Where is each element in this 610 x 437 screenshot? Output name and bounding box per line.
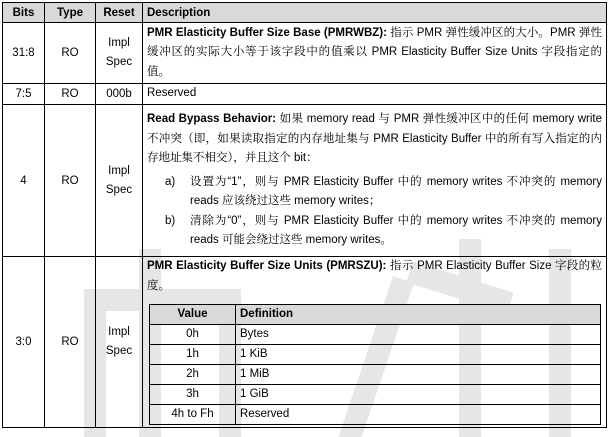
- header-row: [3, 3, 607, 23]
- reset-cell: Impl Spec: [96, 23, 143, 84]
- col-header-reset: Reset: [96, 3, 143, 23]
- description-cell: [143, 257, 607, 428]
- value-cell: 1h: [150, 345, 236, 365]
- col-header-type: Type: [45, 3, 96, 23]
- col-header-bits: Bits: [3, 3, 45, 23]
- field-title: PMR Elasticity Buffer Size Units (PMRSZU):: [147, 260, 387, 272]
- subtable-row: [150, 405, 601, 425]
- bits-cell: 7:5: [3, 84, 45, 105]
- field-title: Read Bypass Behavior:: [147, 113, 277, 126]
- definition-cell: 1 KiB: [236, 345, 601, 365]
- value-cell: 4h to Fh: [150, 405, 236, 425]
- table-row: [3, 23, 607, 84]
- list-item: [147, 173, 602, 212]
- definition-cell: 1 MiB: [236, 365, 601, 385]
- size-units-table: [149, 304, 601, 425]
- value-cell: 0h: [150, 325, 236, 345]
- list-text: 设置为“1”，则与 PMR Elasticity Buffer 中的 memory writes 不冲突的 memory reads 应该绕过这些 memory writes；: [190, 175, 602, 208]
- type-cell: RO: [45, 257, 96, 428]
- type-cell: RO: [45, 23, 96, 84]
- description-cell: [143, 105, 607, 257]
- register-table: [2, 2, 607, 428]
- subtable-row: [150, 345, 601, 365]
- definition-cell: 1 GiB: [236, 385, 601, 405]
- definition-header: Definition: [236, 305, 601, 325]
- definition-cell: Reserved: [236, 405, 601, 425]
- subtable-row: [150, 365, 601, 385]
- table-row: [3, 84, 607, 105]
- field-text: 指示 PMR 弹性缓冲区的大小。PMR 弹性缓冲区的实际大小等于该字段中的值乘以 PMR Elasticity Buffer Size Units 字段指定的值。: [147, 26, 602, 78]
- description-cell: Reserved: [143, 84, 607, 105]
- subtable-row: [150, 385, 601, 405]
- type-cell: RO: [45, 84, 96, 105]
- bits-cell: 31:8: [3, 23, 45, 84]
- value-cell: 2h: [150, 365, 236, 385]
- field-text: 如果 memory read 与 PMR 弹性缓冲区中的任何 memory write 不冲突（即，如果读取指定的内存地址集与 PMR Elasticity Buffer 中的所有写入指定的内存地址集不相交），并且这个 bit：: [147, 113, 602, 165]
- col-header-description: Description: [143, 3, 607, 23]
- list-marker: b): [165, 214, 176, 227]
- description-cell: [143, 23, 607, 84]
- reset-cell: Impl Spec: [96, 105, 143, 257]
- option-list: [147, 173, 602, 251]
- subtable-row: [150, 325, 601, 345]
- field-title: PMR Elasticity Buffer Size Base (PMRWBZ):: [147, 26, 387, 39]
- reset-cell: 000b: [96, 84, 143, 105]
- list-item: [147, 212, 602, 251]
- value-cell: 3h: [150, 385, 236, 405]
- list-text: 清除为“0”，则与 PMR Elasticity Buffer 中的 memory writes 不冲突的 memory reads 可能会绕过这些 memory writes。: [190, 214, 602, 247]
- value-header: Value: [150, 305, 236, 325]
- table-row: [3, 105, 607, 257]
- subtable-header-row: [150, 305, 601, 325]
- reset-cell: Impl Spec: [96, 257, 143, 428]
- bits-cell: 3:0: [3, 257, 45, 428]
- field-text: 指示 PMR Elasticity Buffer Size 字段的粒度。: [147, 260, 602, 292]
- bits-cell: 4: [3, 105, 45, 257]
- table-row: [3, 257, 607, 428]
- definition-cell: Bytes: [236, 325, 601, 345]
- list-marker: a): [165, 175, 176, 188]
- type-cell: RO: [45, 105, 96, 257]
